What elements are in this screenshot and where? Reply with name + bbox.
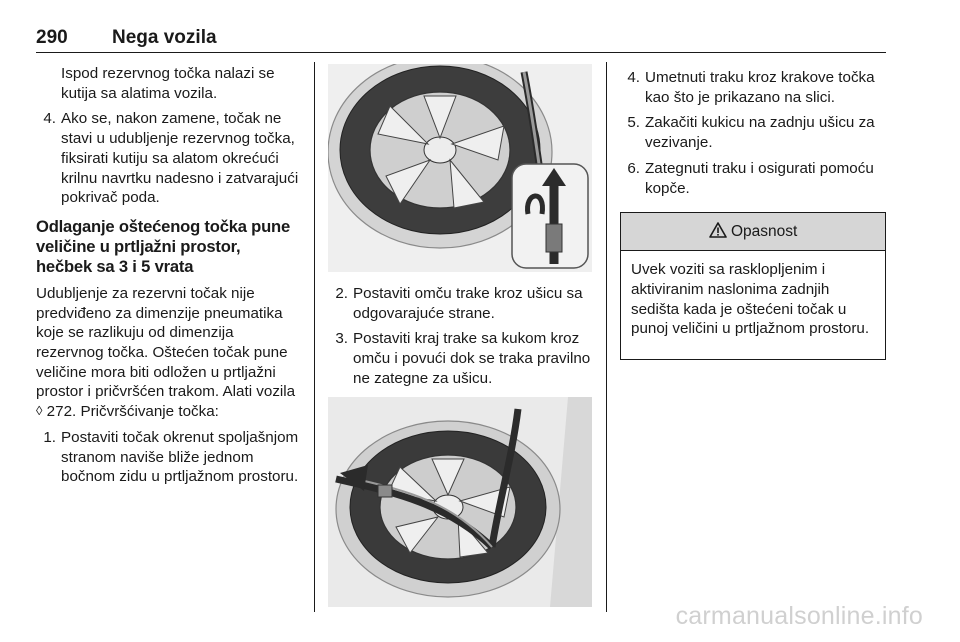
illustration-strap-loop [328, 64, 592, 272]
list-text: Postaviti omču trake kroz ušicu sa odgovarajuće strane. [353, 285, 583, 322]
list-number: 1. [43, 428, 56, 446]
list-text: Ako se, nakon zamene, točak ne stavi u udubljenje rezervnog točka, fiksirati kutiju sa alatom okrećući krilnu navrtku nadesno i zatvarajući pokrivač poda. [61, 110, 299, 207]
list-item-3 [328, 329, 592, 388]
reference-arrow-icon: ◊ [36, 403, 43, 419]
list-text: Postaviti točak okrenut spoljašnjom stranom naviše bliže jednom bočnom zidu u prtljažnom prostoru. [61, 428, 299, 486]
paragraph-text-end: . Pričvršćivanje točka: [72, 403, 219, 421]
list-number: 4. [43, 110, 56, 128]
list-item-2 [328, 284, 592, 323]
continuation-text: Ispod rezervnog točka nalazi se kutija sa alatima vozila. [61, 65, 275, 102]
list-text: Umetnuti traku kroz krakove točka kao što je prikazano na slici. [645, 69, 875, 106]
warning-box [620, 212, 886, 360]
list-text: Zategnuti traku i osigurati pomoću kopče. [645, 159, 874, 197]
page-number: 290 [36, 27, 68, 48]
list-item-4b [620, 68, 886, 107]
page-reference-link[interactable]: 272 [46, 403, 73, 421]
section-paragraph [36, 284, 300, 422]
list-item-4 [36, 109, 300, 208]
illustration-strap-tightened [328, 397, 592, 607]
column-divider-right [606, 62, 607, 612]
warning-text: Uvek voziti sa rasklopljenim i aktiviranim naslonima zadnjih sedišta kada je oštećeni točak u punoj veličini u prtljažnom prostoru. [631, 261, 870, 338]
list-item-1 [36, 428, 300, 487]
column-left [36, 64, 300, 487]
list-number: 4. [627, 69, 640, 86]
page-header [36, 27, 886, 53]
column-right [620, 64, 886, 360]
list-text: Postaviti kraj trake sa kukom kroz omču i povući dok se traka pravilno ne zategne za ušicu. [353, 330, 591, 387]
wheel-strap-tightened-illustration [328, 397, 592, 607]
wheel-strap-illustration [328, 64, 592, 272]
list-number: 3. [335, 330, 348, 348]
list-number: 6. [627, 159, 640, 177]
list-item-5 [620, 113, 886, 152]
paragraph-text: Udubljenje za rezervni točak nije predviđeno za dimenzije pneumatika koje se razlikuju od dimenzija rezervnog točka. Oštećen točak pune veličine mora biti odložen u prtljažni prostor i pričvršćen trakom. Alati vozila [36, 284, 296, 401]
column-divider-left [314, 62, 315, 612]
list-number: 5. [627, 114, 640, 132]
watermark: carmanualsonline.info [675, 602, 923, 630]
list-text: Zakačiti kukicu na zadnju ušicu za vezivanje. [645, 114, 875, 152]
page-title: Nega vozila [112, 27, 217, 48]
column-middle [328, 64, 592, 607]
warning-header [621, 213, 885, 251]
list-number: 2. [335, 285, 348, 302]
warning-triangle-icon [709, 222, 727, 238]
section-heading: Odlaganje oštećenog točka pune veličine u prtljažni prostor, hečbek sa 3 i 5 vrata [36, 216, 291, 276]
list-item-6 [620, 159, 886, 198]
warning-title: Opasnost [730, 223, 798, 241]
